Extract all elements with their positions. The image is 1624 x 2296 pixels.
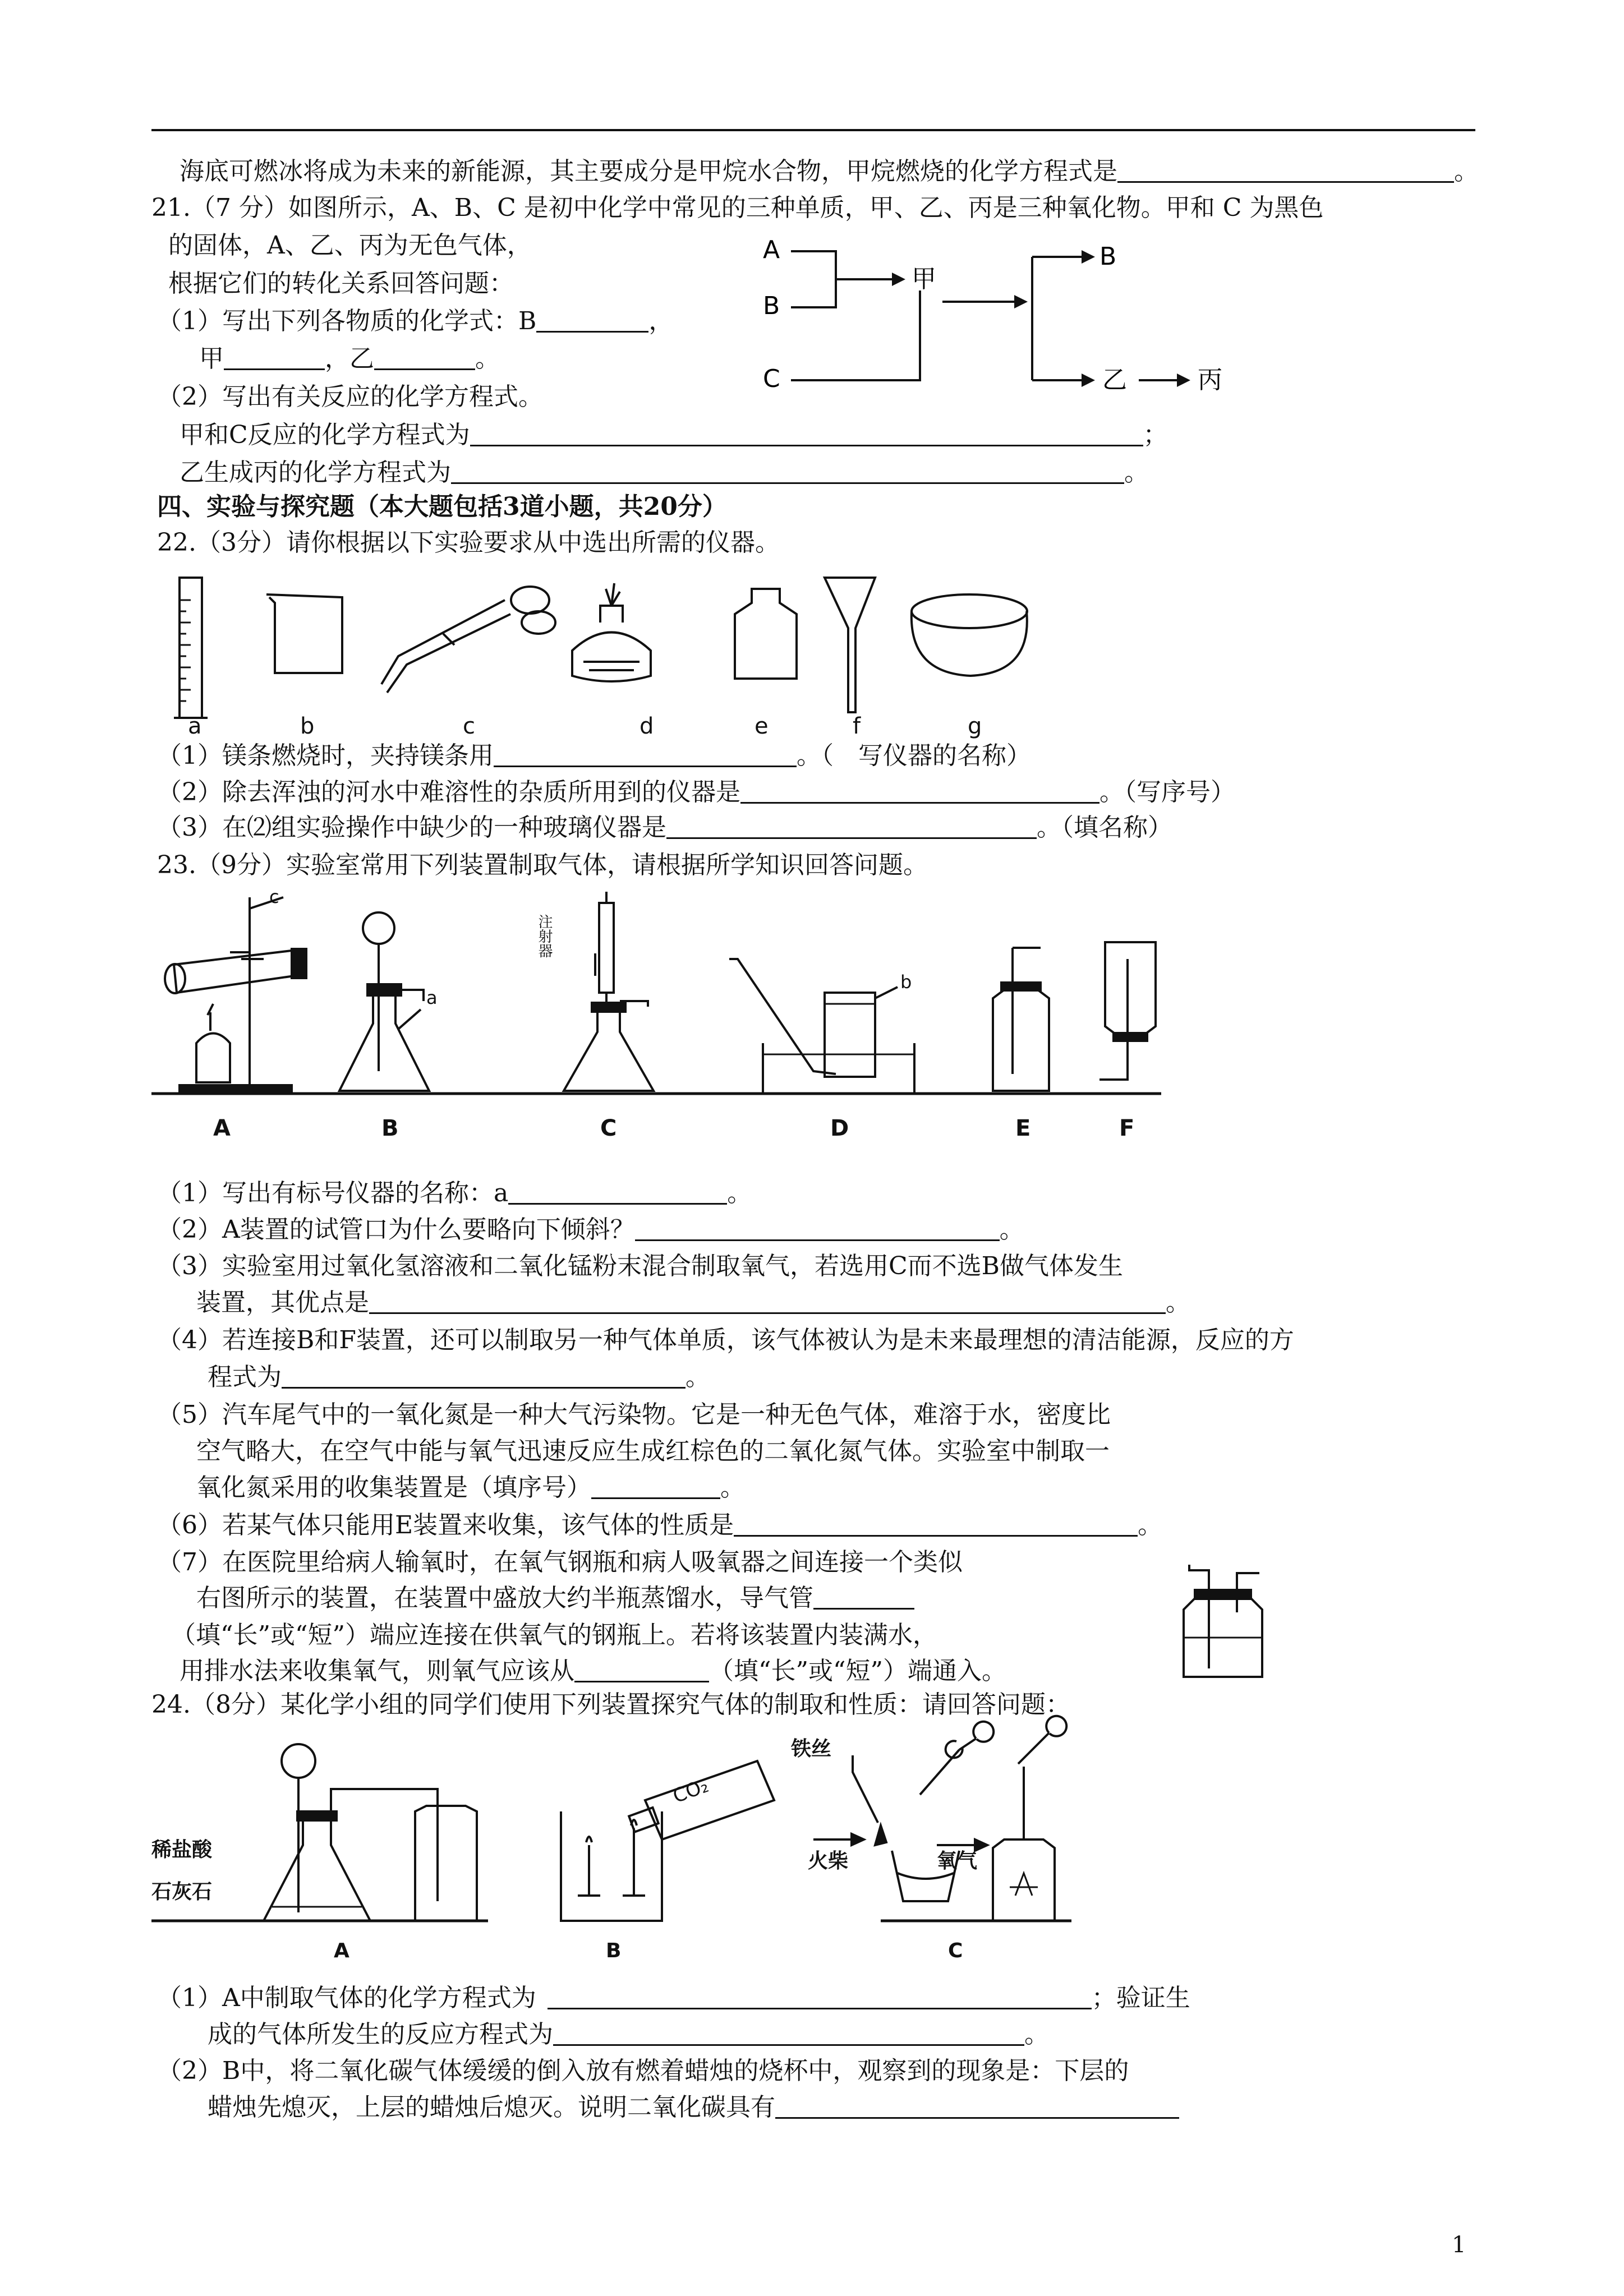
answer-blank[interactable]	[1117, 156, 1454, 183]
q24-sub1b: 成的气体所发生的反应方程式为 。	[208, 2020, 1049, 2049]
apparatus-c	[564, 892, 654, 1091]
label-match: 火柴	[808, 1850, 849, 1873]
answer-blank[interactable]	[591, 1473, 720, 1499]
apparatus-d	[729, 959, 914, 1094]
q23-sub4b: 程式为 。	[208, 1363, 710, 1391]
q21-sub1a: （1）写出下列各物质的化学式：B ，	[157, 307, 674, 335]
alcohol-lamp-icon	[572, 583, 651, 681]
answer-blank[interactable]	[369, 1288, 1166, 1314]
syringe-label: 注射器	[536, 914, 553, 958]
q22-instruments	[157, 566, 1066, 739]
instrument-label-f: f	[853, 713, 861, 739]
q23-intro: 23.（9分）实验室常用下列装置制取气体，请根据所学知识回答问题。	[157, 851, 928, 879]
reagent-bottle-icon	[735, 589, 797, 679]
instrument-label-e: e	[755, 713, 769, 739]
instrument-label-g: g	[968, 713, 982, 739]
answer-blank[interactable]	[775, 2092, 1179, 2119]
answer-blank[interactable]	[451, 458, 1124, 484]
q22-sub3: （3）在⑵组实验操作中缺少的一种玻璃仪器是 。（填名称）	[157, 813, 1172, 842]
q21-sub2a: 甲和C反应的化学方程式为 ；	[180, 421, 1168, 449]
crucible-tongs-icon	[381, 587, 555, 693]
diagram-label-b2: B	[1099, 242, 1117, 271]
diagram-label-b: B	[763, 292, 780, 320]
q21-line3: 根据它们的转化关系回答问题：	[168, 269, 514, 298]
apparatus-f	[1099, 942, 1156, 1080]
answer-blank[interactable]	[224, 344, 325, 370]
answer-blank[interactable]	[548, 1983, 1092, 2009]
q22-intro: 22.（3分）请你根据以下实验要求从中选出所需的仪器。	[157, 528, 780, 557]
apparatus-label-b: B	[381, 1115, 399, 1141]
apparatus-24-label-c: C	[948, 1939, 963, 1962]
answer-blank[interactable]	[494, 741, 797, 767]
apparatus-24b	[561, 1761, 774, 1921]
q21-transform-diagram	[752, 224, 1257, 409]
q24-sub2a: （2）B中，将二氧化碳气体缓缓的倒入放有燃着蜡烛的烧杯中，观察到的现象是：下层的	[157, 2057, 1129, 2085]
q23-sub3b: 装置，其优点是 。	[196, 1288, 1190, 1317]
answer-blank[interactable]	[553, 2020, 1024, 2046]
label-dilute-hcl: 稀盐酸	[151, 1838, 213, 1861]
apparatus-label-c: C	[600, 1115, 617, 1141]
evaporating-dish-icon	[912, 594, 1027, 676]
q23-sub5c: 氧化氮采用的收集装置是（填序号） 。	[196, 1473, 745, 1502]
label-co2: CO₂	[670, 1774, 712, 1808]
instrument-label-c: c	[463, 713, 475, 739]
answer-blank[interactable]	[666, 813, 1037, 839]
answer-blank[interactable]	[813, 1583, 914, 1610]
q23-sub6: （6）若某气体只能用E装置来收集，该气体的性质是 。	[157, 1511, 1163, 1539]
header-rule	[151, 129, 1475, 131]
label-limestone: 石灰石	[151, 1880, 213, 1903]
mark-c: c	[269, 886, 279, 907]
label-iron-wire: 铁丝	[791, 1737, 832, 1760]
q21-line1: 21.（7 分）如图所示，A、B、C 是初中化学中常见的三种单质，甲、乙、丙是三种氧化物。甲和 C 为黑色	[151, 193, 1324, 222]
beaker-icon	[266, 594, 342, 673]
answer-blank[interactable]	[740, 777, 1099, 804]
answer-blank[interactable]	[734, 1510, 1138, 1537]
q21-line2: 的固体，A、乙、丙为无色气体，	[168, 231, 532, 260]
diagram-label-jia: 甲	[912, 265, 936, 293]
diagram-label-a: A	[763, 236, 780, 264]
q24-intro: 24.（8分）某化学小组的同学们使用下列装置探究气体的制取和性质：请回答问题：	[151, 1690, 1070, 1719]
apparatus-label-f: F	[1119, 1115, 1135, 1141]
apparatus-a	[165, 897, 306, 1094]
q23-apparatus	[151, 886, 1172, 1144]
q22-sub2: （2）除去浑浊的河水中难溶性的杂质所用到的仪器是 。（写序号）	[157, 778, 1235, 806]
q21-sub1b: 甲 ，乙 。	[199, 344, 500, 373]
answer-blank[interactable]	[635, 1215, 1000, 1241]
apparatus-b	[339, 912, 429, 1091]
graduated-cylinder-icon	[174, 578, 208, 718]
q23-sub7d: 用排水法来收集氧气，则氧气应该从 （填“长”或“短”）端通入。	[180, 1657, 1006, 1685]
mark-b: b	[900, 971, 912, 993]
apparatus-e	[993, 948, 1049, 1091]
q23-sub7c: （填“长”或“短”）端应连接在供氧气的钢瓶上。若将该装置内装满水，	[171, 1621, 937, 1649]
q23-sub5a: （5）汽车尾气中的一氧化氮是一种大气污染物。它是一种无色气体，难溶于水，密度比	[157, 1400, 1111, 1429]
label-oxygen: 氧气	[937, 1850, 978, 1873]
q23-sub3a: （3）实验室用过氧化氢溶液和二氧化锰粉末混合制取氧气，若选用C而不选B做气体发生	[157, 1252, 1123, 1280]
q21-sub2: （2）写出有关反应的化学方程式。	[157, 382, 543, 411]
apparatus-24-label-b: B	[606, 1939, 622, 1962]
q22-sub1: （1）镁条燃烧时，夹持镁条用 。（ 写仪器的名称）	[157, 741, 1031, 770]
q23-sub7a: （7）在医院里给病人输氧时，在氧气钢瓶和病人吸氧器之间连接一个类似	[157, 1548, 963, 1576]
answer-blank[interactable]	[282, 1362, 686, 1389]
q24-sub1a: （1）A中制取气体的化学方程式为 ；验证生	[157, 1984, 1190, 2012]
diagram-label-yi: 乙	[1102, 366, 1127, 394]
q24-sub2b: 蜡烛先熄灭，上层的蜡烛后熄灭。说明二氧化碳具有	[208, 2092, 1179, 2123]
answer-blank[interactable]	[374, 344, 475, 370]
q23-sub7b: 右图所示的装置，在装置中盛放大约半瓶蒸馏水，导气管	[196, 1583, 914, 1614]
instrument-label-a: a	[188, 713, 202, 739]
apparatus-label-a: A	[213, 1115, 231, 1141]
q23-sub5b: 空气略大，在空气中能与氧气迅速反应生成红棕色的二氧化氮气体。实验室中制取一	[196, 1437, 1110, 1465]
apparatus-24c	[813, 1716, 1071, 1921]
funnel-icon	[825, 578, 875, 712]
q24-apparatus	[151, 1727, 1195, 1963]
page-number: 1	[1452, 2232, 1466, 2258]
answer-blank[interactable]	[574, 1656, 709, 1682]
answer-blank[interactable]	[470, 420, 1143, 446]
instrument-label-d: d	[640, 713, 654, 739]
apparatus-24-label-a: A	[334, 1939, 349, 1962]
apparatus-label-d: D	[830, 1115, 849, 1141]
apparatus-label-e: E	[1015, 1115, 1031, 1141]
instrument-label-b: b	[300, 713, 315, 739]
q23-sub2: （2）A装置的试管口为什么要略向下倾斜？ 。	[157, 1215, 1024, 1244]
diagram-label-bing: 丙	[1198, 366, 1222, 394]
answer-blank[interactable]	[536, 306, 648, 333]
q21-sub2b: 乙生成丙的化学方程式为 。	[180, 458, 1149, 487]
diagram-label-c: C	[763, 365, 780, 393]
answer-blank[interactable]	[508, 1178, 727, 1205]
q23-sub1: （1）写出有标号仪器的名称：a 。	[157, 1179, 752, 1207]
mark-a: a	[426, 987, 438, 1008]
q20-line: 海底可燃冰将成为未来的新能源，其主要成分是甲烷水合物，甲烷燃烧的化学方程式是 。	[180, 157, 1479, 186]
gas-wash-bottle-figure	[1167, 1565, 1279, 1682]
q23-sub4a: （4）若连接B和F装置，还可以制取另一种气体单质，该气体被认为是未来最理想的清洁能源，反应的方	[157, 1326, 1294, 1354]
section-heading: 四、实验与探究题（本大题包括3道小题，共20分）	[157, 492, 727, 521]
